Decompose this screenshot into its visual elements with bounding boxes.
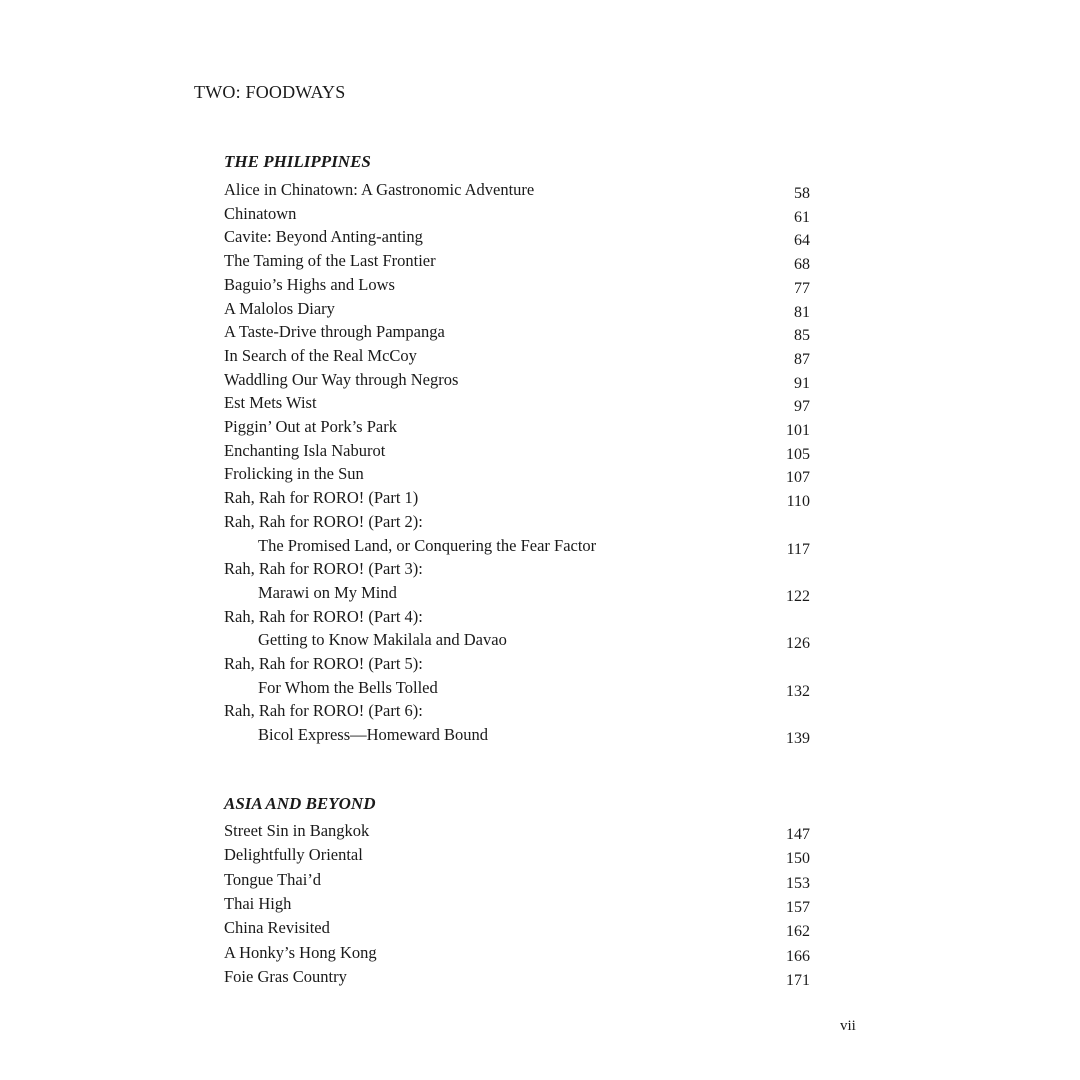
toc-entry-title: A Honky’s Hong Kong	[224, 942, 377, 962]
toc-entry	[224, 511, 810, 533]
toc-entry	[224, 700, 810, 722]
toc-entry-title: Street Sin in Bangkok	[224, 821, 370, 840]
toc-entry	[224, 440, 810, 462]
toc-entry-title: The Promised Land, or Conquering the Fear Factor	[258, 535, 597, 555]
part-title: TWO: FOODWAYS	[194, 82, 346, 102]
toc-entry-page: 85	[794, 327, 810, 345]
toc-entry-page: 110	[786, 493, 810, 511]
page-number: vii	[840, 1018, 856, 1034]
toc-entry-title: A Malolos Diary	[224, 298, 335, 318]
toc-entry-title: Rah, Rah for RORO! (Part 4):	[224, 606, 423, 626]
toc-entry-page: 107	[786, 469, 810, 487]
toc-entry-title: Delightfully Oriental	[224, 845, 363, 865]
toc-entry-title: Frolicking in the Sun	[224, 464, 364, 484]
toc-entry	[224, 844, 810, 866]
toc-entry	[224, 250, 810, 272]
toc-entry-page: 147	[786, 826, 810, 843]
toc-entry	[224, 653, 810, 675]
toc-entry-page: 58	[794, 185, 810, 202]
toc-entry-title: A Taste-Drive through Pampanga	[224, 322, 445, 342]
toc-entry	[224, 416, 810, 438]
toc-entry-page: 157	[786, 898, 810, 916]
toc-entry	[224, 392, 810, 414]
toc-entry-page: 153	[786, 874, 810, 892]
toc-entry-title: Rah, Rah for RORO! (Part 3):	[224, 559, 423, 579]
toc-entry-title: Cavite: Beyond Anting-anting	[224, 227, 423, 247]
toc-entry	[224, 179, 810, 201]
toc-entry-title: Waddling Our Way through Negros	[224, 369, 459, 389]
toc-entry	[224, 558, 810, 580]
toc-entry-page: 126	[786, 635, 810, 653]
toc-entry-page: 87	[794, 350, 810, 368]
toc-entry	[224, 942, 810, 964]
toc-entry-title: Alice in Chinatown: A Gastronomic Adventure	[224, 180, 535, 199]
toc-entry-page: 150	[786, 850, 810, 868]
toc-entry-title: For Whom the Bells Tolled	[258, 677, 438, 697]
toc-entry-page: 105	[786, 445, 810, 463]
toc-entry	[224, 298, 810, 320]
toc-entry-page: 139	[786, 730, 810, 748]
toc-entry	[224, 226, 810, 248]
toc-entry-title: Tongue Thai’d	[224, 869, 322, 889]
toc-entry-page: 117	[786, 540, 810, 558]
toc-entry	[224, 966, 810, 988]
toc-entry	[224, 274, 810, 296]
toc-entry-title: Baguio’s Highs and Lows	[224, 274, 395, 294]
toc-entry	[224, 917, 810, 939]
section-heading: ASIA AND BEYOND	[224, 794, 376, 813]
toc-entry	[224, 724, 810, 746]
toc-entry	[224, 487, 810, 509]
toc-entry-title: Enchanting Isla Naburot	[224, 440, 386, 460]
toc-entry	[224, 345, 810, 367]
toc-entry-title: Rah, Rah for RORO! (Part 1)	[224, 488, 419, 508]
toc-entry-title: Thai High	[224, 893, 292, 913]
toc-entry-title: Getting to Know Makilala and Davao	[258, 630, 507, 650]
toc-entry-page: 171	[786, 971, 810, 989]
toc-entry-page: 68	[794, 256, 810, 274]
toc-entry-page: 166	[786, 947, 810, 965]
toc-entry-page: 77	[794, 279, 810, 297]
toc-entry-title: Rah, Rah for RORO! (Part 6):	[224, 701, 423, 721]
toc-entry	[224, 369, 810, 391]
toc-entry-page: 132	[786, 682, 810, 700]
toc-entry-page: 61	[794, 208, 810, 226]
toc-entry	[224, 582, 810, 604]
toc-entry	[224, 893, 810, 915]
toc-entry	[224, 677, 810, 699]
toc-entry-title: Piggin’ Out at Pork’s Park	[224, 417, 397, 436]
toc-entry	[224, 535, 810, 557]
toc-entry	[224, 463, 810, 485]
toc-entry-title: The Taming of the Last Frontier	[224, 251, 436, 271]
toc-entry-page: 81	[794, 303, 810, 321]
toc-entry-page: 91	[794, 374, 810, 392]
section-heading: THE PHILIPPINES	[224, 152, 371, 171]
toc-entry	[224, 629, 810, 651]
toc-entry-title: Foie Gras Country	[224, 966, 347, 986]
toc-entry-title: Rah, Rah for RORO! (Part 2):	[224, 511, 423, 531]
toc-entry-title: Chinatown	[224, 203, 297, 223]
toc-entry-page: 101	[786, 422, 810, 439]
toc-entry-page: 97	[794, 398, 810, 416]
toc-entry-page: 162	[786, 923, 810, 941]
toc-entry-title: Marawi on My Mind	[258, 582, 397, 602]
toc-entry-title: China Revisited	[224, 918, 330, 938]
toc-entry	[224, 321, 810, 343]
toc-entry-page: 64	[794, 232, 810, 250]
toc-entry-title: In Search of the Real McCoy	[224, 345, 417, 365]
toc-entry	[224, 869, 810, 891]
toc-entry-page: 122	[786, 587, 810, 605]
toc-entry-title: Bicol Express—Homeward Bound	[258, 725, 489, 745]
toc-entry-title: Est Mets Wist	[224, 393, 317, 413]
toc-entry	[224, 820, 810, 842]
toc-entry-title: Rah, Rah for RORO! (Part 5):	[224, 654, 423, 673]
toc-entry	[224, 606, 810, 628]
toc-entry	[224, 203, 810, 225]
